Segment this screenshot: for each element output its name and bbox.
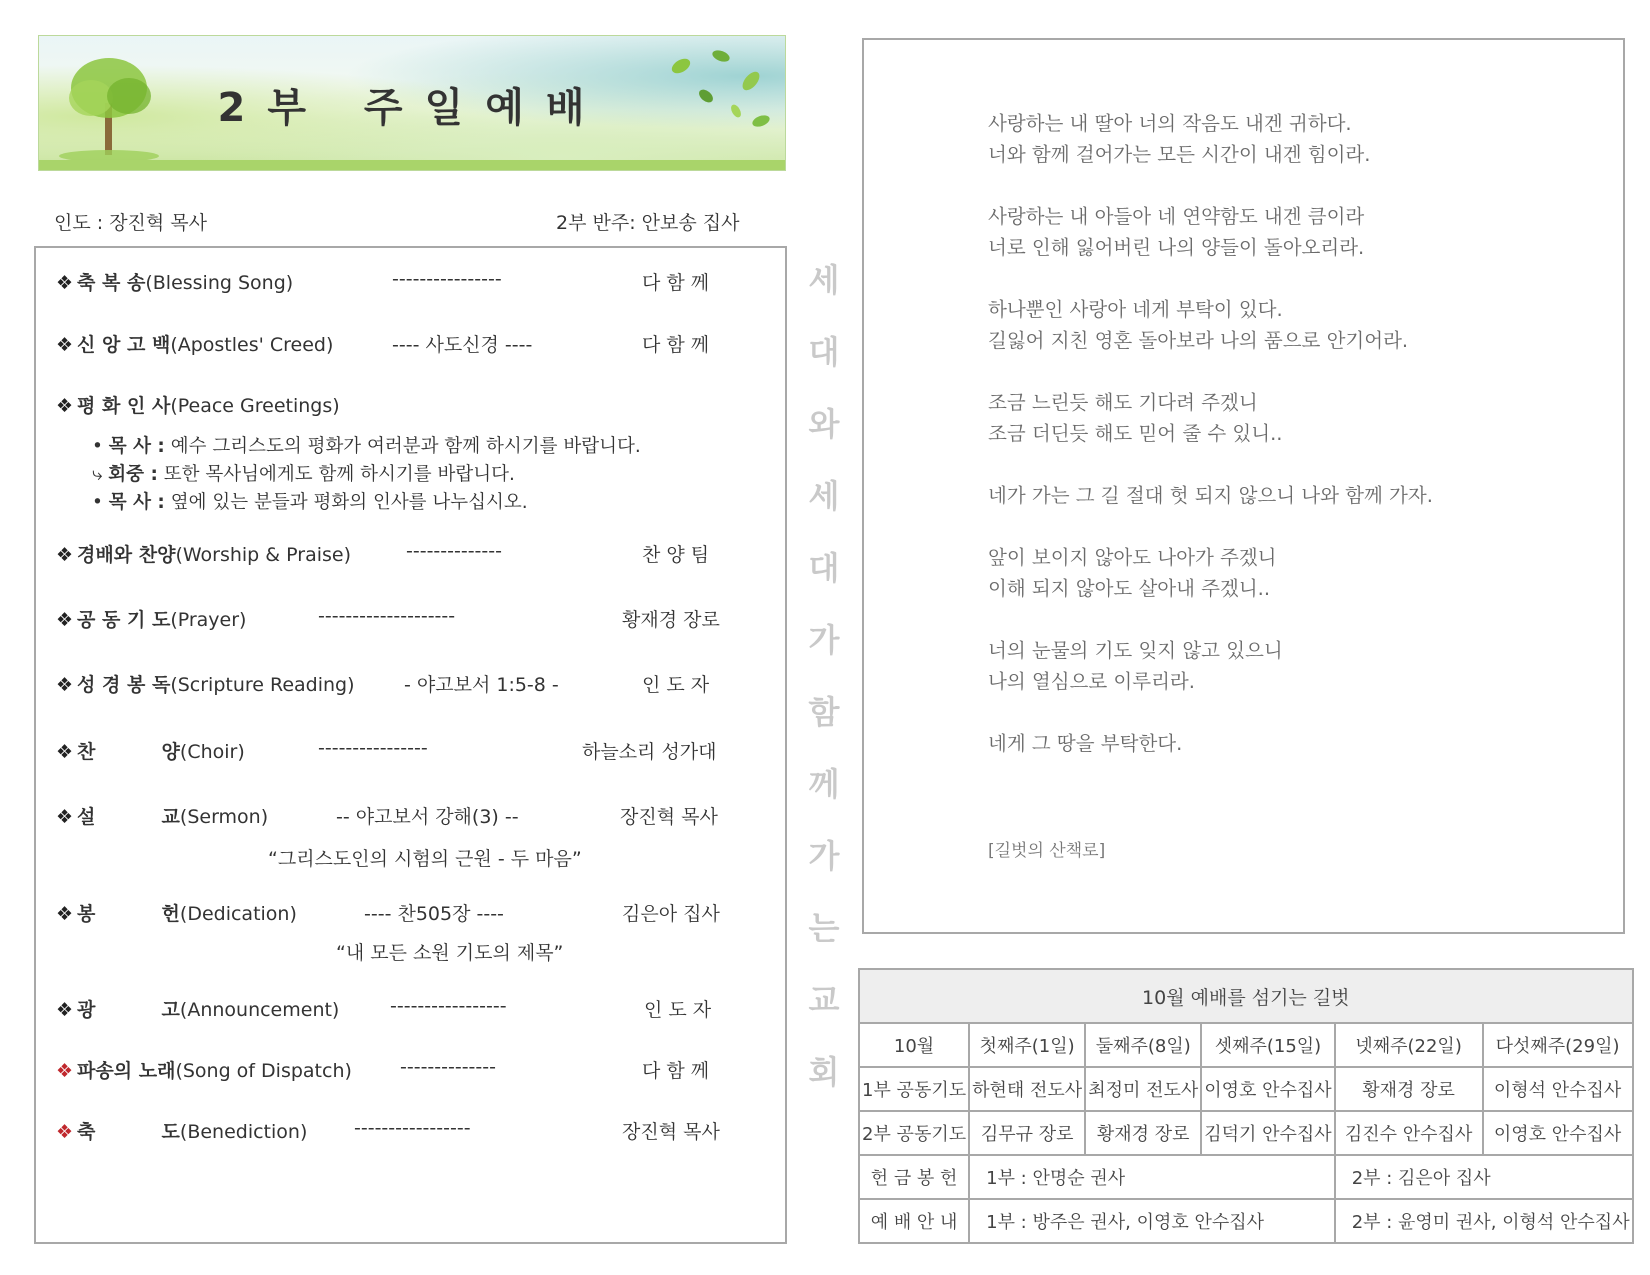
order-item: ❖ 평 화 인 사(Peace Greetings): [56, 395, 340, 417]
order-item: ❖ 공 동 기 도(Prayer) -------------------- 황재경 장로: [56, 605, 720, 631]
diamond-bullet-icon: ❖: [56, 806, 74, 828]
poem-stanza: 조금 느린듯 해도 기다려 주겠니 조금 더딘듯 해도 믿어 줄 수 있니..: [988, 391, 1283, 445]
poem-stanza: 하나뿐인 사랑아 네게 부탁이 있다. 길잃어 지친 영혼 돌아보라 나의 품으로 안기어라.: [988, 298, 1409, 352]
peace-line: • 목 사 : 옆에 있는 분들과 평화의 인사를 나누십시오.: [92, 492, 528, 513]
diamond-bullet-icon: ❖: [56, 999, 74, 1021]
diamond-bullet-icon: ❖: [56, 544, 74, 566]
order-item: ❖ 설 교(Sermon) -- 야고보서 강해(3) -- 장진혁 목사: [56, 806, 718, 828]
order-item: ❖ 축 복 송(Blessing Song) ---------------- 다 함 께: [56, 268, 710, 294]
header-banner: [38, 35, 786, 171]
peace-line: • 목 사 : 예수 그리스도의 평화가 여러분과 함께 하시기를 바랍니다.: [92, 436, 641, 457]
order-of-worship: [34, 246, 787, 1244]
poem-stanza: 사랑하는 내 아들아 네 연약함도 내겐 큼이라 너로 인해 잃어버린 나의 양들이 돌아오리라.: [988, 205, 1365, 259]
table-row: 1부 공동기도 하현태 전도사 최정미 전도사 이영호 안수집사 황재경 장로 이형석 안수집사: [859, 1067, 1633, 1111]
poem-text: [988, 108, 1433, 790]
poem-stanza: 사랑하는 내 딸아 너의 작음도 내겐 귀하다. 너와 함께 걸어가는 모든 시간이 내겐 힘이라.: [988, 112, 1371, 166]
vertical-motto: 세 대 와 세 대 가 함 께 가 는 교 회: [808, 261, 840, 1091]
peace-line: ⤷ 회중 : 또한 목사님에게도 함께 하시기를 바랍니다.: [92, 464, 515, 485]
diamond-bullet-icon: ❖: [56, 272, 74, 294]
arrow-icon: ⤷: [92, 464, 103, 485]
diamond-bullet-icon: ❖: [56, 1060, 74, 1082]
table-row: 예 배 안 내 1부 : 방주은 권사, 이영호 안수집사 2부 : 윤영미 권사, 이형석 안수집사: [859, 1199, 1633, 1243]
order-item: ❖ 성 경 봉 독(Scripture Reading) - 야고보서 1:5-8 - 인 도 자: [56, 674, 710, 696]
banner-strip: [39, 160, 785, 170]
service-title: 2부 주일예배: [217, 85, 607, 131]
table-row: 헌 금 봉 헌 1부 : 안명순 권사 2부 : 김은아 집사: [859, 1155, 1633, 1199]
order-item: ❖ 축 도(Benediction) ----------------- 장진혁 목사: [56, 1117, 720, 1143]
poem-source: [길벗의 산책로]: [988, 841, 1106, 861]
order-item: ❖ 파송의 노래(Song of Dispatch) -------------- 다 함 께: [56, 1056, 710, 1082]
diamond-bullet-icon: ❖: [56, 395, 74, 417]
schedule-title-row: [859, 969, 1633, 1023]
order-item: ❖ 광 고(Announcement) ----------------- 인 도 자: [56, 995, 712, 1021]
dedication-hymn: “내 모든 소원 기도의 제목”: [336, 942, 564, 964]
schedule-table: [858, 968, 1634, 1244]
poem-stanza: 너의 눈물의 기도 잊지 않고 있으니 나의 열심으로 이루리라.: [988, 639, 1283, 693]
table-row: 10월 첫째주(1일) 둘째주(8일) 셋째주(15일) 넷째주(22일) 다섯째주(29일): [859, 1023, 1633, 1067]
diamond-bullet-icon: ❖: [56, 674, 74, 696]
poem-stanza: 네게 그 땅을 부탁한다.: [988, 732, 1183, 755]
diamond-bullet-icon: ❖: [56, 609, 74, 631]
order-item: ❖ 봉 헌(Dedication) ---- 찬505장 ---- 김은아 집사: [56, 903, 720, 925]
order-item: ❖ 경배와 찬양(Worship & Praise) -------------- 찬 양 팀: [56, 540, 710, 566]
accompanist: 2부 반주: 안보송 집사: [556, 212, 740, 234]
diamond-bullet-icon: ❖: [56, 903, 74, 925]
poem-box: [862, 38, 1625, 934]
diamond-bullet-icon: ❖: [56, 741, 74, 763]
diamond-bullet-icon: ❖: [56, 1121, 74, 1143]
order-item: ❖ 찬 양(Choir) ---------------- 하늘소리 성가대: [56, 737, 717, 763]
diamond-bullet-icon: ❖: [56, 334, 74, 356]
poem-stanza: 앞이 보이지 않아도 나아가 주겠니 이해 되지 않아도 살아내 주겠니..: [988, 546, 1277, 600]
schedule-title: 10월 예배를 섬기는 길벗: [859, 969, 1633, 1023]
table-row: 2부 공동기도 김무규 장로 황재경 장로 김덕기 안수집사 김진수 안수집사 이영호 안수집사: [859, 1111, 1633, 1155]
worship-leader: 인도 : 장진혁 목사: [54, 212, 207, 234]
sermon-title: “그리스도인의 시험의 근원 - 두 마음”: [268, 848, 582, 870]
poem-stanza: 네가 가는 그 길 절대 헛 되지 않으니 나와 함께 가자.: [988, 484, 1433, 507]
order-item: ❖ 신 앙 고 백(Apostles' Creed) ---- 사도신경 ---- 다 함 께: [56, 334, 710, 356]
